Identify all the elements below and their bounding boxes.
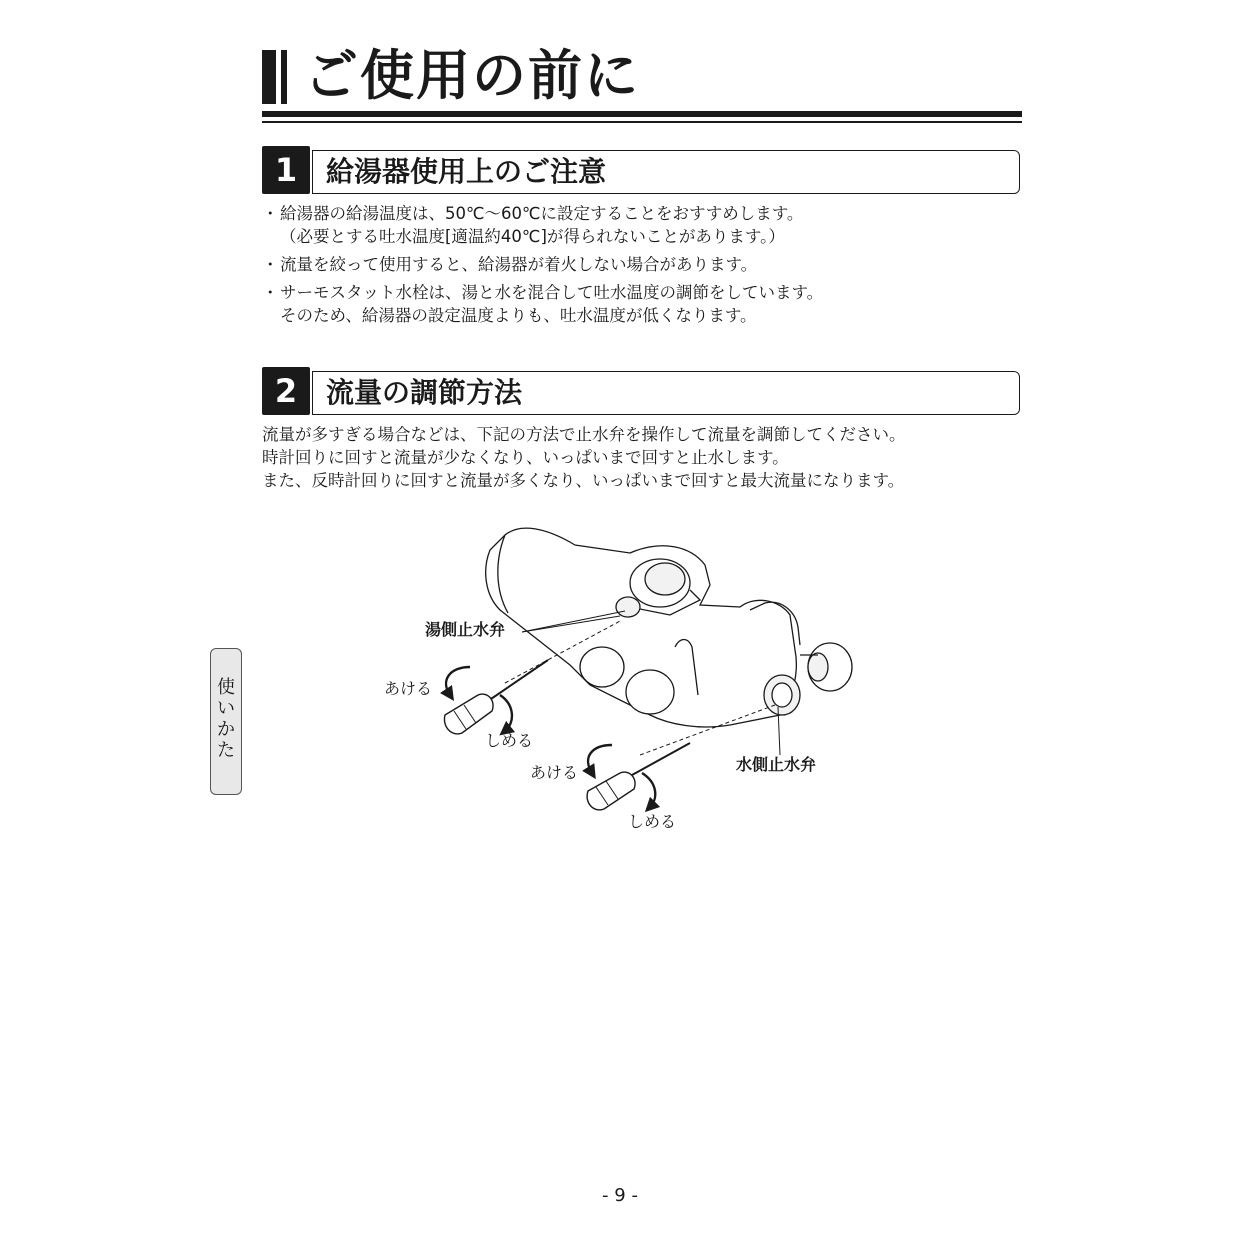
side-index-tab	[210, 648, 242, 795]
bullet-line: （必要とする吐水温度[適温約40℃]が得られないことがあります。）	[280, 227, 785, 246]
paragraph-line: 流量が多すぎる場合などは、下記の方法で止水弁を操作して流量を調節してください。	[262, 425, 906, 444]
bullet-line: そのため、給湯器の設定温度よりも、吐水温度が低くなります。	[280, 306, 757, 325]
side-tab-char: 使	[217, 677, 235, 698]
cold-valve-label: 水側止水弁	[736, 755, 817, 774]
section1-bullet-list	[262, 202, 1022, 332]
paragraph-line: 時計回りに回すと流量が少なくなり、いっぱいまで回すと止水します。	[262, 448, 789, 467]
close-label-lower: しめる	[628, 812, 677, 831]
title-marker-bar-thin	[281, 50, 287, 104]
section2-paragraph	[262, 423, 1022, 492]
section2-title: 流量の調節方法	[326, 376, 523, 409]
title-marker-bar	[262, 50, 276, 104]
section1-number: 1	[262, 146, 310, 194]
side-tab-char: か	[217, 719, 235, 740]
open-label-lower: あける	[530, 763, 579, 782]
open-label-upper: あける	[384, 679, 433, 698]
paragraph-line: また、反時計回りに回すと流量が多くなり、いっぱいまで回すと最大流量になります。	[262, 471, 905, 490]
title-rule-thin	[262, 121, 1022, 123]
faucet-illustration	[370, 515, 880, 840]
page-number: - 9 -	[602, 1185, 638, 1206]
list-item	[262, 253, 1022, 276]
title-rule-thick	[262, 111, 1022, 117]
screwdriver-lower	[587, 743, 690, 810]
side-tab-char: い	[217, 698, 235, 719]
list-item	[262, 281, 1022, 327]
screwdriver-upper	[444, 660, 548, 734]
faucet-diagram	[370, 515, 880, 840]
list-item	[262, 202, 1022, 248]
faucet-body	[486, 528, 852, 727]
bullet-line: ・ サーモスタット水栓は、湯と水を混合して吐水温度の調節をしています。	[280, 283, 824, 302]
bullet-line: ・ 流量を絞って使用すると、給湯器が着火しない場合があります。	[280, 255, 758, 274]
side-tab-text	[215, 677, 237, 761]
close-label-upper: しめる	[485, 731, 534, 750]
page-title: ご使用の前に	[304, 44, 640, 107]
section2-number: 2	[262, 367, 310, 415]
hot-valve-label: 湯側止水弁	[425, 620, 506, 639]
section1-title: 給湯器使用上のご注意	[326, 155, 607, 188]
side-tab-char: た	[217, 740, 235, 761]
bullet-line: ・ 給湯器の給湯温度は、50℃～60℃に設定することをおすすめします。	[280, 204, 804, 223]
